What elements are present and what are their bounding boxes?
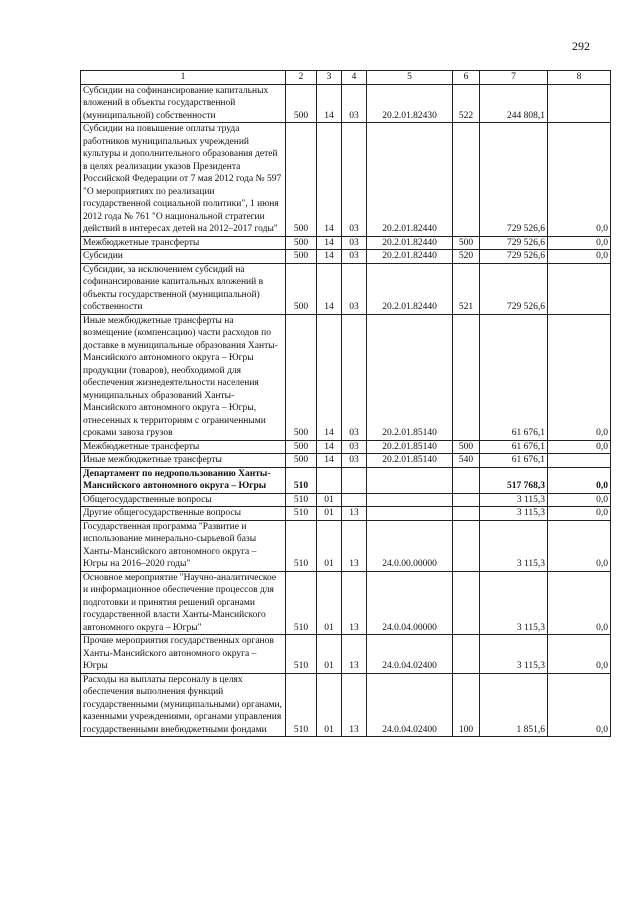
column-header: 4 xyxy=(342,71,367,85)
row-target-code: 20.2.01.82440 xyxy=(367,123,453,237)
row-section-code: 14 xyxy=(317,236,342,250)
row-name: Субсидии на софинансирование капитальных вложений в объекты государственной (муниципальной) собственности xyxy=(81,84,286,123)
column-header: 8 xyxy=(548,71,611,85)
row-target-code xyxy=(367,467,453,493)
row-amount-secondary xyxy=(548,263,611,314)
row-section-code: 01 xyxy=(317,571,342,635)
table-row xyxy=(81,520,611,571)
row-admin-code: 510 xyxy=(286,493,317,507)
row-target-code: 20.2.01.85140 xyxy=(367,454,453,468)
row-expense-type-code xyxy=(453,507,480,521)
row-section-code: 14 xyxy=(317,263,342,314)
table-row xyxy=(81,493,611,507)
row-admin-code: 510 xyxy=(286,507,317,521)
row-subsection-code xyxy=(342,493,367,507)
row-section-code: 14 xyxy=(317,84,342,123)
row-target-code: 20.2.01.85140 xyxy=(367,314,453,440)
row-admin-code: 500 xyxy=(286,236,317,250)
table-row xyxy=(81,454,611,468)
row-subsection-code: 03 xyxy=(342,314,367,440)
row-admin-code: 500 xyxy=(286,123,317,237)
row-expense-type-code xyxy=(453,123,480,237)
row-section-code: 14 xyxy=(317,123,342,237)
row-admin-code: 500 xyxy=(286,314,317,440)
row-name: Основное мероприятие "Научно-аналитическое и информационное обеспечение процессов для подготовки и принятия решений органами государственной власти Ханты-Мансийского автономного округа – Югры" xyxy=(81,571,286,635)
row-section-code: 01 xyxy=(317,520,342,571)
row-amount-secondary xyxy=(548,454,611,468)
row-amount: 1 851,6 xyxy=(480,673,548,737)
table-row xyxy=(81,236,611,250)
row-subsection-code: 03 xyxy=(342,123,367,237)
column-header: 2 xyxy=(286,71,317,85)
row-amount-secondary: 0,0 xyxy=(548,440,611,454)
row-expense-type-code: 521 xyxy=(453,263,480,314)
row-admin-code: 510 xyxy=(286,467,317,493)
row-section-code xyxy=(317,467,342,493)
row-expense-type-code: 100 xyxy=(453,673,480,737)
row-admin-code: 510 xyxy=(286,571,317,635)
row-target-code xyxy=(367,493,453,507)
column-header: 5 xyxy=(367,71,453,85)
row-expense-type-code xyxy=(453,571,480,635)
row-expense-type-code xyxy=(453,520,480,571)
row-subsection-code: 13 xyxy=(342,571,367,635)
row-amount-secondary: 0,0 xyxy=(548,507,611,521)
row-subsection-code: 03 xyxy=(342,250,367,264)
row-section-code: 14 xyxy=(317,314,342,440)
row-amount-secondary: 0,0 xyxy=(548,123,611,237)
row-amount: 729 526,6 xyxy=(480,263,548,314)
row-section-code: 01 xyxy=(317,507,342,521)
row-subsection-code: 13 xyxy=(342,507,367,521)
row-amount: 729 526,6 xyxy=(480,123,548,237)
row-name: Департамент по недропользованию Ханты-Мансийского автономного округа – Югры xyxy=(81,467,286,493)
table-row xyxy=(81,250,611,264)
row-section-code: 01 xyxy=(317,493,342,507)
row-amount-secondary: 0,0 xyxy=(548,314,611,440)
budget-table xyxy=(80,70,611,737)
table-row xyxy=(81,673,611,737)
row-subsection-code: 03 xyxy=(342,236,367,250)
row-name: Расходы на выплаты персоналу в целях обеспечения выполнения функций государственными (муниципальными) органами, казенными учреждениями, органами управления государственными внебюджетными фондами xyxy=(81,673,286,737)
row-subsection-code: 03 xyxy=(342,454,367,468)
column-header: 6 xyxy=(453,71,480,85)
row-expense-type-code: 540 xyxy=(453,454,480,468)
row-target-code xyxy=(367,507,453,521)
row-amount-secondary: 0,0 xyxy=(548,673,611,737)
row-target-code: 20.2.01.82440 xyxy=(367,263,453,314)
table-row xyxy=(81,314,611,440)
row-target-code: 24.0.04.02400 xyxy=(367,635,453,674)
row-section-code: 01 xyxy=(317,635,342,674)
row-name: Субсидии xyxy=(81,250,286,264)
row-expense-type-code: 522 xyxy=(453,84,480,123)
row-amount: 729 526,6 xyxy=(480,250,548,264)
column-header-row xyxy=(81,71,611,85)
table-row xyxy=(81,263,611,314)
row-subsection-code xyxy=(342,467,367,493)
page-number: 292 xyxy=(572,39,590,53)
row-subsection-code: 03 xyxy=(342,263,367,314)
row-name: Прочие мероприятия государственных органов Ханты-Мансийского автономного округа – Югры xyxy=(81,635,286,674)
row-expense-type-code xyxy=(453,635,480,674)
row-name: Межбюджетные трансферты xyxy=(81,236,286,250)
row-admin-code: 510 xyxy=(286,520,317,571)
row-amount: 517 768,3 xyxy=(480,467,548,493)
table-row xyxy=(81,440,611,454)
table-body xyxy=(81,84,611,737)
row-target-code: 20.2.01.82430 xyxy=(367,84,453,123)
table-row xyxy=(81,507,611,521)
row-target-code: 20.2.01.82440 xyxy=(367,250,453,264)
column-header: 3 xyxy=(317,71,342,85)
row-expense-type-code: 520 xyxy=(453,250,480,264)
row-expense-type-code: 500 xyxy=(453,440,480,454)
row-amount: 61 676,1 xyxy=(480,454,548,468)
row-target-code: 20.2.01.82440 xyxy=(367,236,453,250)
row-amount: 3 115,3 xyxy=(480,571,548,635)
row-amount-secondary xyxy=(548,84,611,123)
row-amount: 3 115,3 xyxy=(480,635,548,674)
row-admin-code: 500 xyxy=(286,454,317,468)
row-expense-type-code xyxy=(453,467,480,493)
row-section-code: 14 xyxy=(317,440,342,454)
row-name: Субсидии на повышение оплаты труда работников муниципальных учреждений культуры и дополнительного образования детей в целях реализации указов Президента Российской Федерации от 7 мая 2012 года № 597 "О мероприятиях по реализации государственной социальной политики", 1 июня 2012 года № 761 "О национальной стратегии действий в интересах детей на 2012–2017 годы" xyxy=(81,123,286,237)
column-header: 1 xyxy=(81,71,286,85)
column-header: 7 xyxy=(480,71,548,85)
row-amount-secondary: 0,0 xyxy=(548,467,611,493)
row-target-code: 20.2.01.85140 xyxy=(367,440,453,454)
row-admin-code: 500 xyxy=(286,440,317,454)
row-expense-type-code xyxy=(453,493,480,507)
row-amount: 61 676,1 xyxy=(480,314,548,440)
table-row xyxy=(81,467,611,493)
row-subsection-code: 13 xyxy=(342,635,367,674)
row-amount: 3 115,3 xyxy=(480,520,548,571)
row-amount-secondary: 0,0 xyxy=(548,250,611,264)
row-amount-secondary: 0,0 xyxy=(548,635,611,674)
row-amount-secondary: 0,0 xyxy=(548,520,611,571)
row-expense-type-code: 500 xyxy=(453,236,480,250)
row-subsection-code: 03 xyxy=(342,84,367,123)
row-name: Межбюджетные трансферты xyxy=(81,440,286,454)
row-name: Другие общегосударственные вопросы xyxy=(81,507,286,521)
row-subsection-code: 13 xyxy=(342,673,367,737)
row-admin-code: 500 xyxy=(286,84,317,123)
row-amount: 61 676,1 xyxy=(480,440,548,454)
row-admin-code: 500 xyxy=(286,263,317,314)
row-expense-type-code xyxy=(453,314,480,440)
row-name: Общегосударственные вопросы xyxy=(81,493,286,507)
row-amount: 729 526,6 xyxy=(480,236,548,250)
row-amount: 244 808,1 xyxy=(480,84,548,123)
row-amount: 3 115,3 xyxy=(480,493,548,507)
row-target-code: 24.0.00.00000 xyxy=(367,520,453,571)
row-admin-code: 510 xyxy=(286,635,317,674)
row-name: Иные межбюджетные трансферты xyxy=(81,454,286,468)
table-row xyxy=(81,571,611,635)
row-name: Государственная программа "Развитие и использование минерально-сырьевой базы Ханты-Мансийского автономного округа – Югры на 2016–2020 годы" xyxy=(81,520,286,571)
row-target-code: 24.0.04.00000 xyxy=(367,571,453,635)
row-admin-code: 500 xyxy=(286,250,317,264)
row-admin-code: 510 xyxy=(286,673,317,737)
row-amount: 3 115,3 xyxy=(480,507,548,521)
row-name: Субсидии, за исключением субсидий на софинансирование капитальных вложений в объекты государственной (муниципальной) собственности xyxy=(81,263,286,314)
row-amount-secondary: 0,0 xyxy=(548,493,611,507)
row-target-code: 24.0.04.02400 xyxy=(367,673,453,737)
row-amount-secondary: 0,0 xyxy=(548,236,611,250)
row-name: Иные межбюджетные трансферты на возмещение (компенсацию) части расходов по доставке в муниципальные образования Ханты-Мансийского автономного округа – Югры продукции (товаров), необходимой для обеспечения жизнедеятельности населения муниципальных образований Ханты-Мансийского автономного округа – Югры, отнесенных к территориям с ограниченными сроками завоза грузов xyxy=(81,314,286,440)
row-section-code: 01 xyxy=(317,673,342,737)
row-section-code: 14 xyxy=(317,454,342,468)
row-subsection-code: 13 xyxy=(342,520,367,571)
row-amount-secondary: 0,0 xyxy=(548,571,611,635)
row-section-code: 14 xyxy=(317,250,342,264)
table-row xyxy=(81,635,611,674)
table-row xyxy=(81,84,611,123)
row-subsection-code: 03 xyxy=(342,440,367,454)
table-row xyxy=(81,123,611,237)
